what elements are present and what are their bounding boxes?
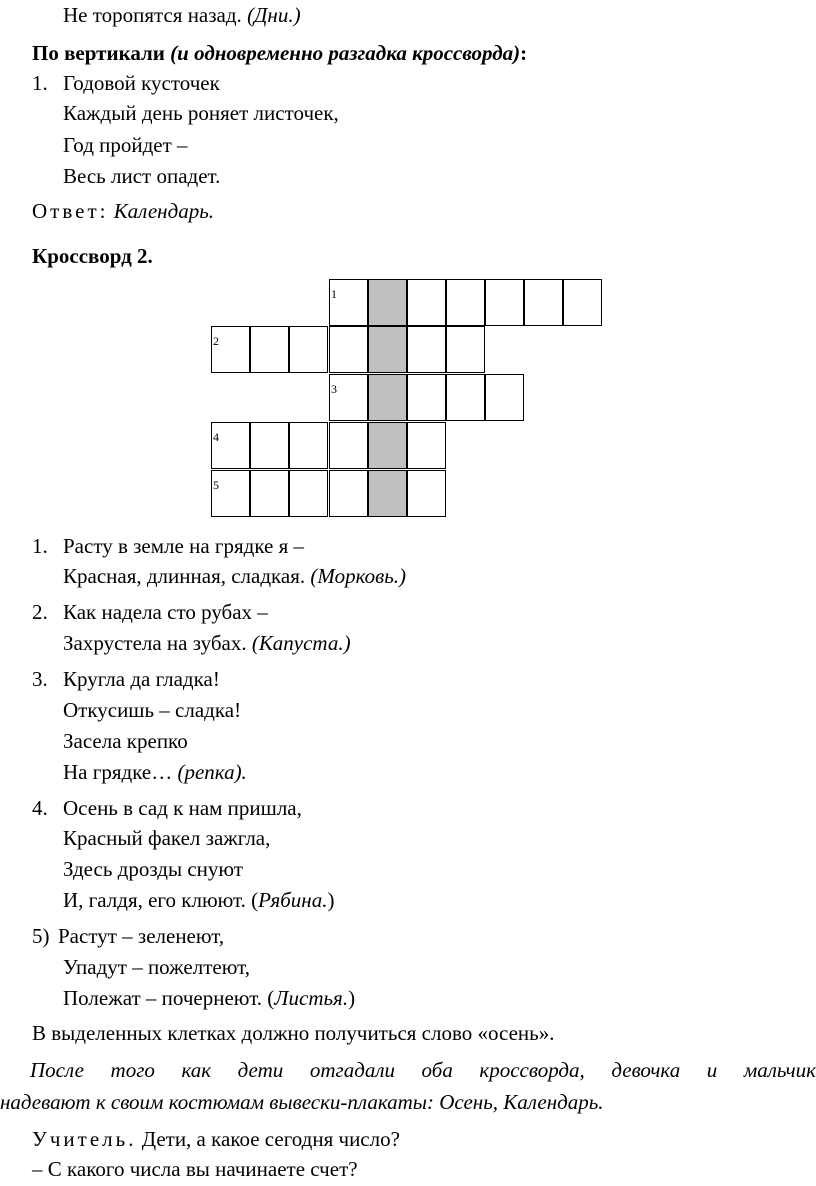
last-line: – С какого числа вы начинаете счет? [32, 1157, 358, 1181]
riddle-line [63, 984, 355, 1012]
riddle-number: 4. [32, 796, 48, 820]
riddle-tail: ) [327, 888, 335, 912]
riddle-number: 1. [32, 71, 48, 95]
cell-number: 4 [213, 430, 219, 444]
riddle-line: Красный факел зажгла, [63, 826, 271, 850]
crossword-title: Кроссворд 2. [32, 244, 153, 268]
teacher-line [32, 1125, 400, 1153]
crossword-cell[interactable] [563, 279, 602, 326]
riddle-line: Растут – зеленеют, [58, 924, 225, 948]
crossword-cell[interactable] [485, 279, 524, 326]
crossword-cell[interactable] [250, 326, 289, 373]
riddle-line: Расту в земле на грядке я – [63, 534, 305, 558]
riddle-line: Год пройдет – [63, 133, 188, 157]
crossword-cell-highlighted[interactable] [368, 326, 407, 373]
crossword-cell-highlighted[interactable] [368, 422, 407, 469]
riddle-answer: (Капуста.) [251, 631, 351, 655]
cell-number: 2 [213, 334, 219, 348]
crossword-cell[interactable] [289, 422, 328, 469]
riddle-answer: Рябина. [258, 888, 328, 912]
crossword-cell[interactable] [446, 374, 485, 421]
riddle-text: И, галдя, его клюют. ( [63, 888, 259, 912]
riddle-line: Упадут – пожелтеют, [63, 955, 250, 979]
riddle-line: Годовой кусточек [63, 71, 220, 95]
stage-direction-line1: После того как дети отгадали оба кроссворда, девочка и мальчик [30, 1058, 816, 1082]
crossword-cell[interactable] [446, 326, 485, 373]
heading-italic: (и одновременно разгадка кроссворда) [170, 41, 521, 65]
stage-direction-line2: надевают к своим костюмам вывески-плакаты: Осень, Календарь. [0, 1090, 604, 1114]
crossword-cell[interactable] [211, 470, 250, 517]
crossword-cell[interactable] [329, 422, 368, 469]
crossword-cell[interactable] [289, 326, 328, 373]
crossword-cell[interactable] [407, 374, 446, 421]
crossword-cell[interactable] [211, 422, 250, 469]
crossword-cell[interactable] [329, 470, 368, 517]
highlight-note: В выделенных клетках должно получиться слово «осень». [32, 1021, 555, 1045]
riddle-line: Засела крепко [63, 729, 188, 753]
riddle-text: На грядке… [63, 760, 173, 784]
riddle-text: Полежат – почернеют. ( [63, 986, 275, 1010]
riddle-answer: (Морковь.) [310, 564, 407, 588]
heading-bold: По вертикали [32, 41, 165, 65]
riddle-answer: (репка). [177, 760, 247, 784]
crossword-cell[interactable] [329, 279, 368, 326]
riddle-line [63, 758, 247, 786]
riddle-line: Кругла да гладка! [63, 667, 220, 691]
crossword-cell[interactable] [407, 326, 446, 373]
riddle-tail: ) [348, 986, 356, 1010]
riddle-line: Откусишь – сладка! [63, 698, 242, 722]
riddle-number: 2. [32, 600, 48, 624]
crossword-cell-highlighted[interactable] [368, 374, 407, 421]
crossword-cell[interactable] [250, 470, 289, 517]
crossword-cell[interactable] [329, 326, 368, 373]
cell-number: 5 [213, 478, 219, 492]
riddle-line [63, 629, 351, 657]
riddle-text: Захрустела на зубах. [63, 631, 247, 655]
riddle-number: 5) [32, 924, 50, 948]
riddle-line: Здесь дрозды снуют [63, 857, 243, 881]
cell-number: 3 [331, 382, 337, 396]
riddle-line: Как надела сто рубах – [63, 600, 268, 624]
poem-line [63, 1, 301, 29]
crossword-cell[interactable] [524, 279, 563, 326]
crossword-cell-highlighted[interactable] [368, 279, 407, 326]
crossword-cell[interactable] [485, 374, 524, 421]
cell-number: 1 [331, 287, 337, 301]
riddle-number: 3. [32, 667, 48, 691]
riddle-number: 1. [32, 534, 48, 558]
answer-value: Календарь. [113, 199, 215, 223]
section-heading [32, 39, 527, 67]
crossword-cell-highlighted[interactable] [368, 470, 407, 517]
riddle-line: Весь лист опадет. [63, 164, 221, 188]
crossword-cell[interactable] [446, 279, 485, 326]
crossword-cell[interactable] [329, 374, 368, 421]
crossword-cell[interactable] [289, 470, 328, 517]
crossword-cell[interactable] [407, 470, 446, 517]
poem-answer: (Дни.) [247, 3, 301, 27]
answer-line [32, 197, 214, 225]
crossword-cell[interactable] [250, 422, 289, 469]
answer-label: Ответ: [32, 199, 109, 223]
crossword-cell[interactable] [211, 326, 250, 373]
riddle-line [63, 562, 406, 590]
riddle-line: Каждый день роняет листочек, [63, 101, 339, 125]
poem-text: Не торопятся назад. [63, 3, 242, 27]
teacher-label: Учитель. [32, 1127, 137, 1151]
teacher-text: Дети, а какое сегодня число? [141, 1127, 400, 1151]
riddle-line: Осень в сад к нам пришла, [63, 796, 302, 820]
heading-colon: : [520, 41, 528, 65]
riddle-text: Красная, длинная, сладкая. [63, 564, 306, 588]
riddle-answer: Листья. [274, 986, 349, 1010]
riddle-line [63, 886, 334, 914]
crossword-cell[interactable] [407, 422, 446, 469]
crossword-cell[interactable] [407, 279, 446, 326]
